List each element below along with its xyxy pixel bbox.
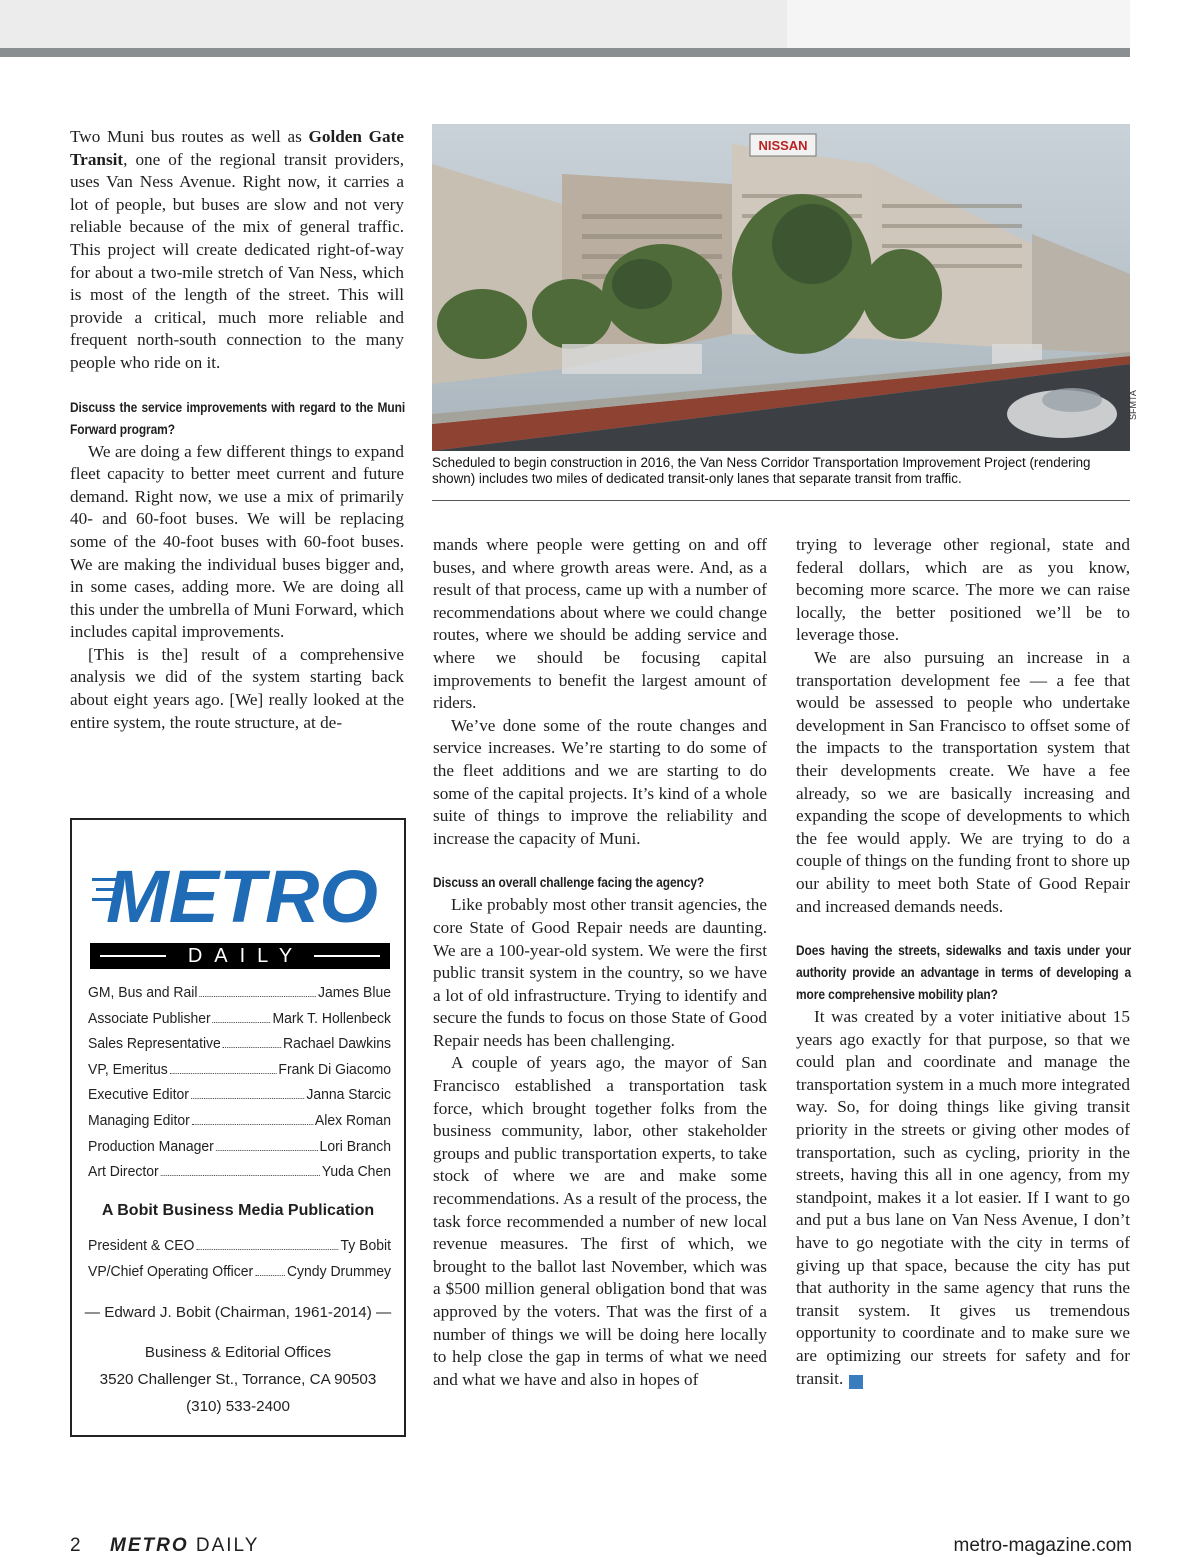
paragraph: A couple of years ago, the mayor of San Francisco established a transportation task force, which brought together folks from the business community, labor, other stakeholder groups and public transportation experts, to take stock of where we are and make some recommendations. As a result of the process, the task force recommended a number of new local revenue measures. The first of which, we brought to the ballot last November, which was a $500 million general obligation bond that was approved by the voters. That was the first of a number of things we will be doing here locally to help close the gap in terms of what we need and what we have and also in hopes of: [433, 1053, 767, 1389]
footer-brand: METRO DAILY: [110, 1535, 260, 1556]
masthead-row: [88, 1237, 391, 1263]
header-rule: [0, 48, 1130, 57]
role-label: Associate Publisher: [88, 1009, 211, 1027]
leader-dots: [199, 996, 316, 997]
role-label: Executive Editor: [88, 1086, 189, 1104]
paragraph: trying to leverage other regional, state and federal dollars, which are as you know, becoming more scarce. The more we can raise locally, the better positioned we’ll be to leverage those.: [796, 535, 1130, 645]
leader-dots: [192, 1124, 313, 1125]
paragraph: Two Muni bus routes as well as Golden Gate Transit, one of the regional transit providers, uses Van Ness Avenue. Right now, it carries a lot of people, but buses are slow and not very reliable because of the mix of general traffic. This project will create dedicated right-of-way for about a two-mile stretch of Van Ness, which is most of the length of the street. This will provide a critical, much more reliable and frequent north-south connection to the many people who ride on it.: [70, 127, 404, 372]
person-name: Frank Di Giacomo: [278, 1060, 392, 1078]
leader-dots: [170, 1073, 277, 1074]
paragraph: We are also pursuing an increase in a transportation development fee — a fee that would be assessed to people who undertake development in San Francisco to offset some of the impacts to the transportation system that their developments create. We have a fee already, so we are basically increasing and expanding the scope of developments to which the fee would apply. We are trying to do a couple of things on the funding front to shore up our ability to meet both State of Good Repair and increased demands needs.: [796, 647, 1130, 916]
rendering-photo: [432, 124, 1130, 451]
paragraph: Like probably most other transit agencies, the core State of Good Repair needs are daunting. We are a 100-year-old system. We were the first public transit system in the country, so we have a lot of old infrastructure. Trying to identify and secure the funds to focus on those State of Good Repair needs has been challenging.: [433, 895, 767, 1050]
leader-dots: [196, 1249, 338, 1250]
masthead-row: [88, 1035, 391, 1061]
person-name: Alex Roman: [314, 1111, 392, 1129]
paragraph: We are doing a few different things to expand fleet capacity to better meet current and future demand. Right now, we use a mix of primarily 40- and 60-foot buses. We will be replacing some of the 40-foot buses with 60-foot buses. We are making the individual buses bigger and, in some cases, adding more. We are doing all this under the umbrella of Muni Forward, which includes capital improvements.: [70, 441, 404, 642]
leader-dots: [223, 1047, 282, 1048]
role-label: President & CEO: [88, 1237, 195, 1254]
photo-credit: SFMTA: [1128, 390, 1138, 420]
nissan-sign: [750, 134, 816, 156]
article-column-2: [433, 534, 767, 1391]
leader-dots: [213, 1022, 271, 1023]
person-name: Cyndy Drummey: [286, 1262, 392, 1280]
end-mark-icon: M: [849, 1375, 863, 1389]
footer-url: metro-magazine.com: [953, 1535, 1132, 1556]
masthead-row: [88, 1061, 391, 1087]
masthead-row: [88, 1263, 391, 1289]
header-band-right: [787, 0, 1130, 48]
paragraph: mands where people were getting on and off buses, and where growth areas were. And, as a result of that process, came up with a number of recommendations about where we could change routes, where we should be adding service and where we should be focusing capital improvements to benefit the largest amount of riders.: [433, 535, 767, 713]
chairman-line: — Edward J. Bobit (Chairman, 1961-2014) —: [84, 1304, 392, 1321]
masthead-row: [88, 1010, 391, 1036]
article-column-3: [796, 534, 1130, 1390]
masthead-row: [88, 1138, 391, 1164]
person-name: Janna Starcic: [306, 1086, 392, 1104]
phone: (310) 533-2400: [186, 1398, 290, 1415]
person-name: Mark T. Hollenbeck: [272, 1009, 392, 1027]
staff-list: [88, 984, 391, 1189]
article-column-1: [70, 126, 404, 734]
masthead-box: [70, 818, 406, 1437]
masthead-row: [88, 1112, 391, 1138]
leader-dots: [255, 1275, 285, 1276]
executive-list: [88, 1237, 391, 1288]
offices-label: Business & Editorial Offices: [144, 1344, 332, 1361]
question-heading: Discuss the service improvements with regard to the Muni Forward program?: [70, 399, 406, 437]
person-name: Rachael Dawkins: [283, 1035, 392, 1053]
address: 3520 Challenger St., Torrance, CA 90503: [99, 1371, 377, 1388]
daily-banner: DAILY: [90, 943, 390, 969]
person-name: Ty Bobit: [340, 1237, 392, 1254]
page-number: 2: [70, 1535, 81, 1556]
publication-heading: A Bobit Business Media Publication: [101, 1202, 375, 1219]
person-name: James Blue: [318, 984, 392, 1001]
role-label: Managing Editor: [88, 1111, 190, 1129]
role-label: VP, Emeritus: [88, 1060, 168, 1078]
masthead-row: [88, 1163, 391, 1189]
masthead-row: [88, 984, 391, 1010]
metro-logo: [92, 858, 388, 928]
question-heading: Does having the streets, sidewalks and taxis under your authority provide an advantage in terms of developing a more comprehensive mobility plan?: [796, 943, 1132, 1003]
leader-dots: [191, 1098, 305, 1099]
leader-dots: [160, 1175, 320, 1176]
paragraph: [This is the] result of a comprehensive analysis we did of the system starting back about eight years ago. [We] really looked at the entire system, the route structure, at de-: [70, 644, 404, 732]
caption-rule: [432, 500, 1130, 501]
person-name: Yuda Chen: [321, 1163, 392, 1181]
svg-text:NISSAN: NISSAN: [758, 138, 808, 153]
photo-caption: Scheduled to begin construction in 2016, the Van Ness Corridor Transportation Improvement Project (rendering shown) includes two miles of dedicated transit-only lanes that separate transit from traffic.: [432, 455, 1091, 487]
role-label: VP/Chief Operating Officer: [88, 1262, 254, 1280]
person-name: Lori Branch: [319, 1137, 392, 1155]
svg-text:METRO: METRO: [106, 858, 378, 928]
question-heading: Discuss an overall challenge facing the agency?: [433, 875, 705, 891]
paragraph: We’ve done some of the route changes and service increases. We’re starting to do some of the fleet additions and we are starting to do some of the capital projects. It’s kind of a whole suite of things to improve the reliability and increase the capacity of Muni.: [433, 715, 767, 848]
masthead-row: [88, 1086, 391, 1112]
role-label: GM, Bus and Rail: [88, 984, 198, 1001]
role-label: Sales Representative: [88, 1035, 221, 1053]
leader-dots: [216, 1150, 318, 1151]
paragraph: It was created by a voter initiative about 15 years ago exactly for that purpose, so that we could plan and coordinate and manage the transportation system in a much more integrated way. So, for doing things like giving transit priority in the streets or giving other modes of transportation, such as cycling, priority in the streets, having this all in one agency, from my standpoint, makes it a lot easier. If I want to go and put a bus lane on Van Ness Avenue, I don’t have to go negotiate with the city in terms of giving up that space, because the city has put that authority in the same agency that runs the transit system. It gives us tremendous opportunity to coordinate and to make sure we are optimizing our streets for safety and for transit. M: [796, 1007, 1130, 1388]
role-label: Art Director: [88, 1163, 159, 1181]
role-label: Production Manager: [88, 1137, 214, 1155]
